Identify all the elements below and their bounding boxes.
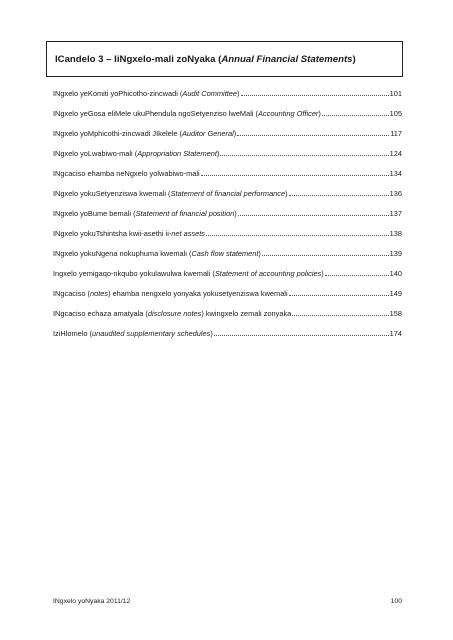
toc-page-number: 134 bbox=[389, 169, 402, 178]
toc-page-number: 124 bbox=[389, 149, 402, 158]
toc-entry[interactable] bbox=[53, 106, 402, 118]
footer-report-title: INgxelo yoNyaka 2011/12 bbox=[53, 598, 131, 605]
toc-entry-label-italic: Cash flow statement bbox=[191, 249, 259, 258]
toc-page-number: 101 bbox=[389, 89, 402, 98]
toc-entry-label-italic: Statement of accounting policies bbox=[214, 269, 322, 278]
toc-page-number: 174 bbox=[389, 329, 402, 338]
toc-page-number: 140 bbox=[389, 269, 402, 278]
toc-entry[interactable] bbox=[53, 86, 402, 98]
dot-leader bbox=[206, 235, 389, 236]
toc-entry-text bbox=[53, 109, 321, 118]
toc-entry-text bbox=[53, 189, 288, 198]
toc-entry-label: INgxelo yeGosa eliMele ukuPhendula ngoSetyenziso lweMali ( bbox=[53, 109, 258, 118]
toc-entry-label-italic: unaudited supplementary schedules bbox=[92, 329, 211, 338]
dot-leader bbox=[289, 295, 389, 296]
toc-entry-label-italic: notes bbox=[89, 289, 109, 298]
toc-entry[interactable] bbox=[53, 326, 402, 338]
dot-leader bbox=[292, 315, 388, 316]
toc-entry-text bbox=[53, 229, 205, 238]
dot-leader bbox=[220, 155, 388, 156]
toc-entry[interactable] bbox=[53, 286, 402, 298]
toc-entry-text bbox=[53, 149, 219, 158]
section-header bbox=[46, 41, 403, 77]
toc-entry-label-italic: Auditor General bbox=[181, 129, 234, 138]
toc-entry-label-italic: Statement of financial position bbox=[135, 209, 235, 218]
toc-entry-label-italic: disclosure notes bbox=[147, 309, 202, 318]
toc-entry-label-end: ) bbox=[237, 89, 240, 98]
dot-leader bbox=[238, 215, 389, 216]
toc-entry-label-end: ) kwingxelo zemali zonyaka bbox=[201, 309, 292, 318]
toc-page-number: 158 bbox=[389, 309, 402, 318]
toc-entry-label-end: ) bbox=[318, 109, 321, 118]
toc-entry-label: INgxelo yoLwabiwo-mali ( bbox=[53, 149, 138, 158]
toc-entry-text bbox=[53, 309, 291, 318]
toc-entry[interactable] bbox=[53, 226, 402, 238]
toc-entry-text bbox=[53, 249, 261, 258]
dot-leader bbox=[262, 255, 389, 256]
toc-entry-text bbox=[53, 89, 240, 98]
toc-entry-label-end: ) bbox=[210, 329, 213, 338]
toc-entry-text bbox=[53, 129, 236, 138]
dot-leader bbox=[214, 335, 389, 336]
toc-entry-label-end: ) bbox=[285, 189, 288, 198]
toc-entry[interactable] bbox=[53, 146, 402, 158]
dot-leader bbox=[322, 115, 389, 116]
toc-page-number: 105 bbox=[389, 109, 402, 118]
dot-leader bbox=[289, 195, 389, 196]
toc-entry-label-italic: Appropriation Statement bbox=[137, 149, 217, 158]
toc-entry[interactable] bbox=[53, 306, 402, 318]
toc-entry-label: INgxelo yokuSetyenziswa kwemali ( bbox=[53, 189, 171, 198]
toc-page-number: 137 bbox=[389, 209, 402, 218]
toc-entry-label: INgxelo yokuTshintsha kwii-asethi ii- bbox=[53, 229, 172, 238]
toc-entry-label: INgcaciso ( bbox=[53, 289, 90, 298]
section-title: ICandelo 3 – IiNgxelo-mali zoNyaka ( bbox=[55, 53, 222, 65]
toc-entry[interactable] bbox=[53, 266, 402, 278]
toc-entry[interactable] bbox=[53, 246, 402, 258]
toc-entry-text bbox=[53, 169, 200, 178]
toc-entry-label: INgcaciso echaza amatyala ( bbox=[53, 309, 148, 318]
toc-entry[interactable] bbox=[53, 166, 402, 178]
toc-entry-label-end: ) bbox=[233, 129, 237, 138]
toc-entry-label: IziHlomelo ( bbox=[53, 329, 93, 338]
toc-entry[interactable] bbox=[53, 126, 402, 138]
dot-leader bbox=[201, 175, 389, 176]
toc-entry-label-italic: Statement of financial performance bbox=[170, 189, 286, 198]
toc-entry-label: INgxelo yeKomiti yoPhicotho-zincwadi ( bbox=[53, 89, 183, 98]
toc-entry-label: Ingxelo yemigaqo-nkqubo yokulawulwa kwemali ( bbox=[53, 269, 215, 278]
section-title-italic: Annual Financial Statements bbox=[221, 53, 353, 65]
toc-entry[interactable] bbox=[53, 206, 402, 218]
toc-entry-text bbox=[53, 269, 324, 278]
toc-entry-label: INgcaciso ehamba neNgxelo yolwabiwo-mali bbox=[53, 169, 200, 178]
toc-entry-label-end: ) bbox=[216, 149, 220, 158]
toc-page-number: 139 bbox=[389, 249, 402, 258]
dot-leader bbox=[237, 135, 389, 136]
toc-entry-label: INgxelo yokuNgena nokuphuma kwemali ( bbox=[53, 249, 192, 258]
footer-page-number: 100 bbox=[390, 598, 402, 605]
section-title-close: ) bbox=[352, 53, 356, 65]
toc-page-number: 138 bbox=[389, 229, 402, 238]
dot-leader bbox=[241, 95, 389, 96]
toc-entry-label-end: ) bbox=[258, 249, 261, 258]
toc-entry-text bbox=[53, 329, 213, 338]
toc-entry-label-end: ) ehamba nengxelo yonyaka yokusetyenziswa kwemali bbox=[108, 289, 288, 298]
toc-entry-label-italic: net assets bbox=[171, 229, 205, 238]
toc-entry-label: INgxelo yoMphicothi-zincwadi JIkelele ( bbox=[53, 129, 182, 138]
toc-entry-label-italic: Accounting Officer bbox=[258, 109, 319, 118]
toc-page-number: 117 bbox=[390, 129, 402, 138]
toc-entry-label: INgxelo yoBume bemali ( bbox=[53, 209, 136, 218]
toc-entry-text bbox=[53, 209, 237, 218]
toc-page-number: 149 bbox=[389, 289, 402, 298]
dot-leader bbox=[325, 275, 389, 276]
toc-entry-text bbox=[53, 289, 288, 298]
toc-entry[interactable] bbox=[53, 186, 402, 198]
toc-entry-label-italic: Audit Committee bbox=[182, 89, 238, 98]
toc-entry-label-end: ) bbox=[234, 209, 237, 218]
toc-entry-label-end: ) bbox=[321, 269, 324, 278]
toc-page-number: 136 bbox=[389, 189, 402, 198]
